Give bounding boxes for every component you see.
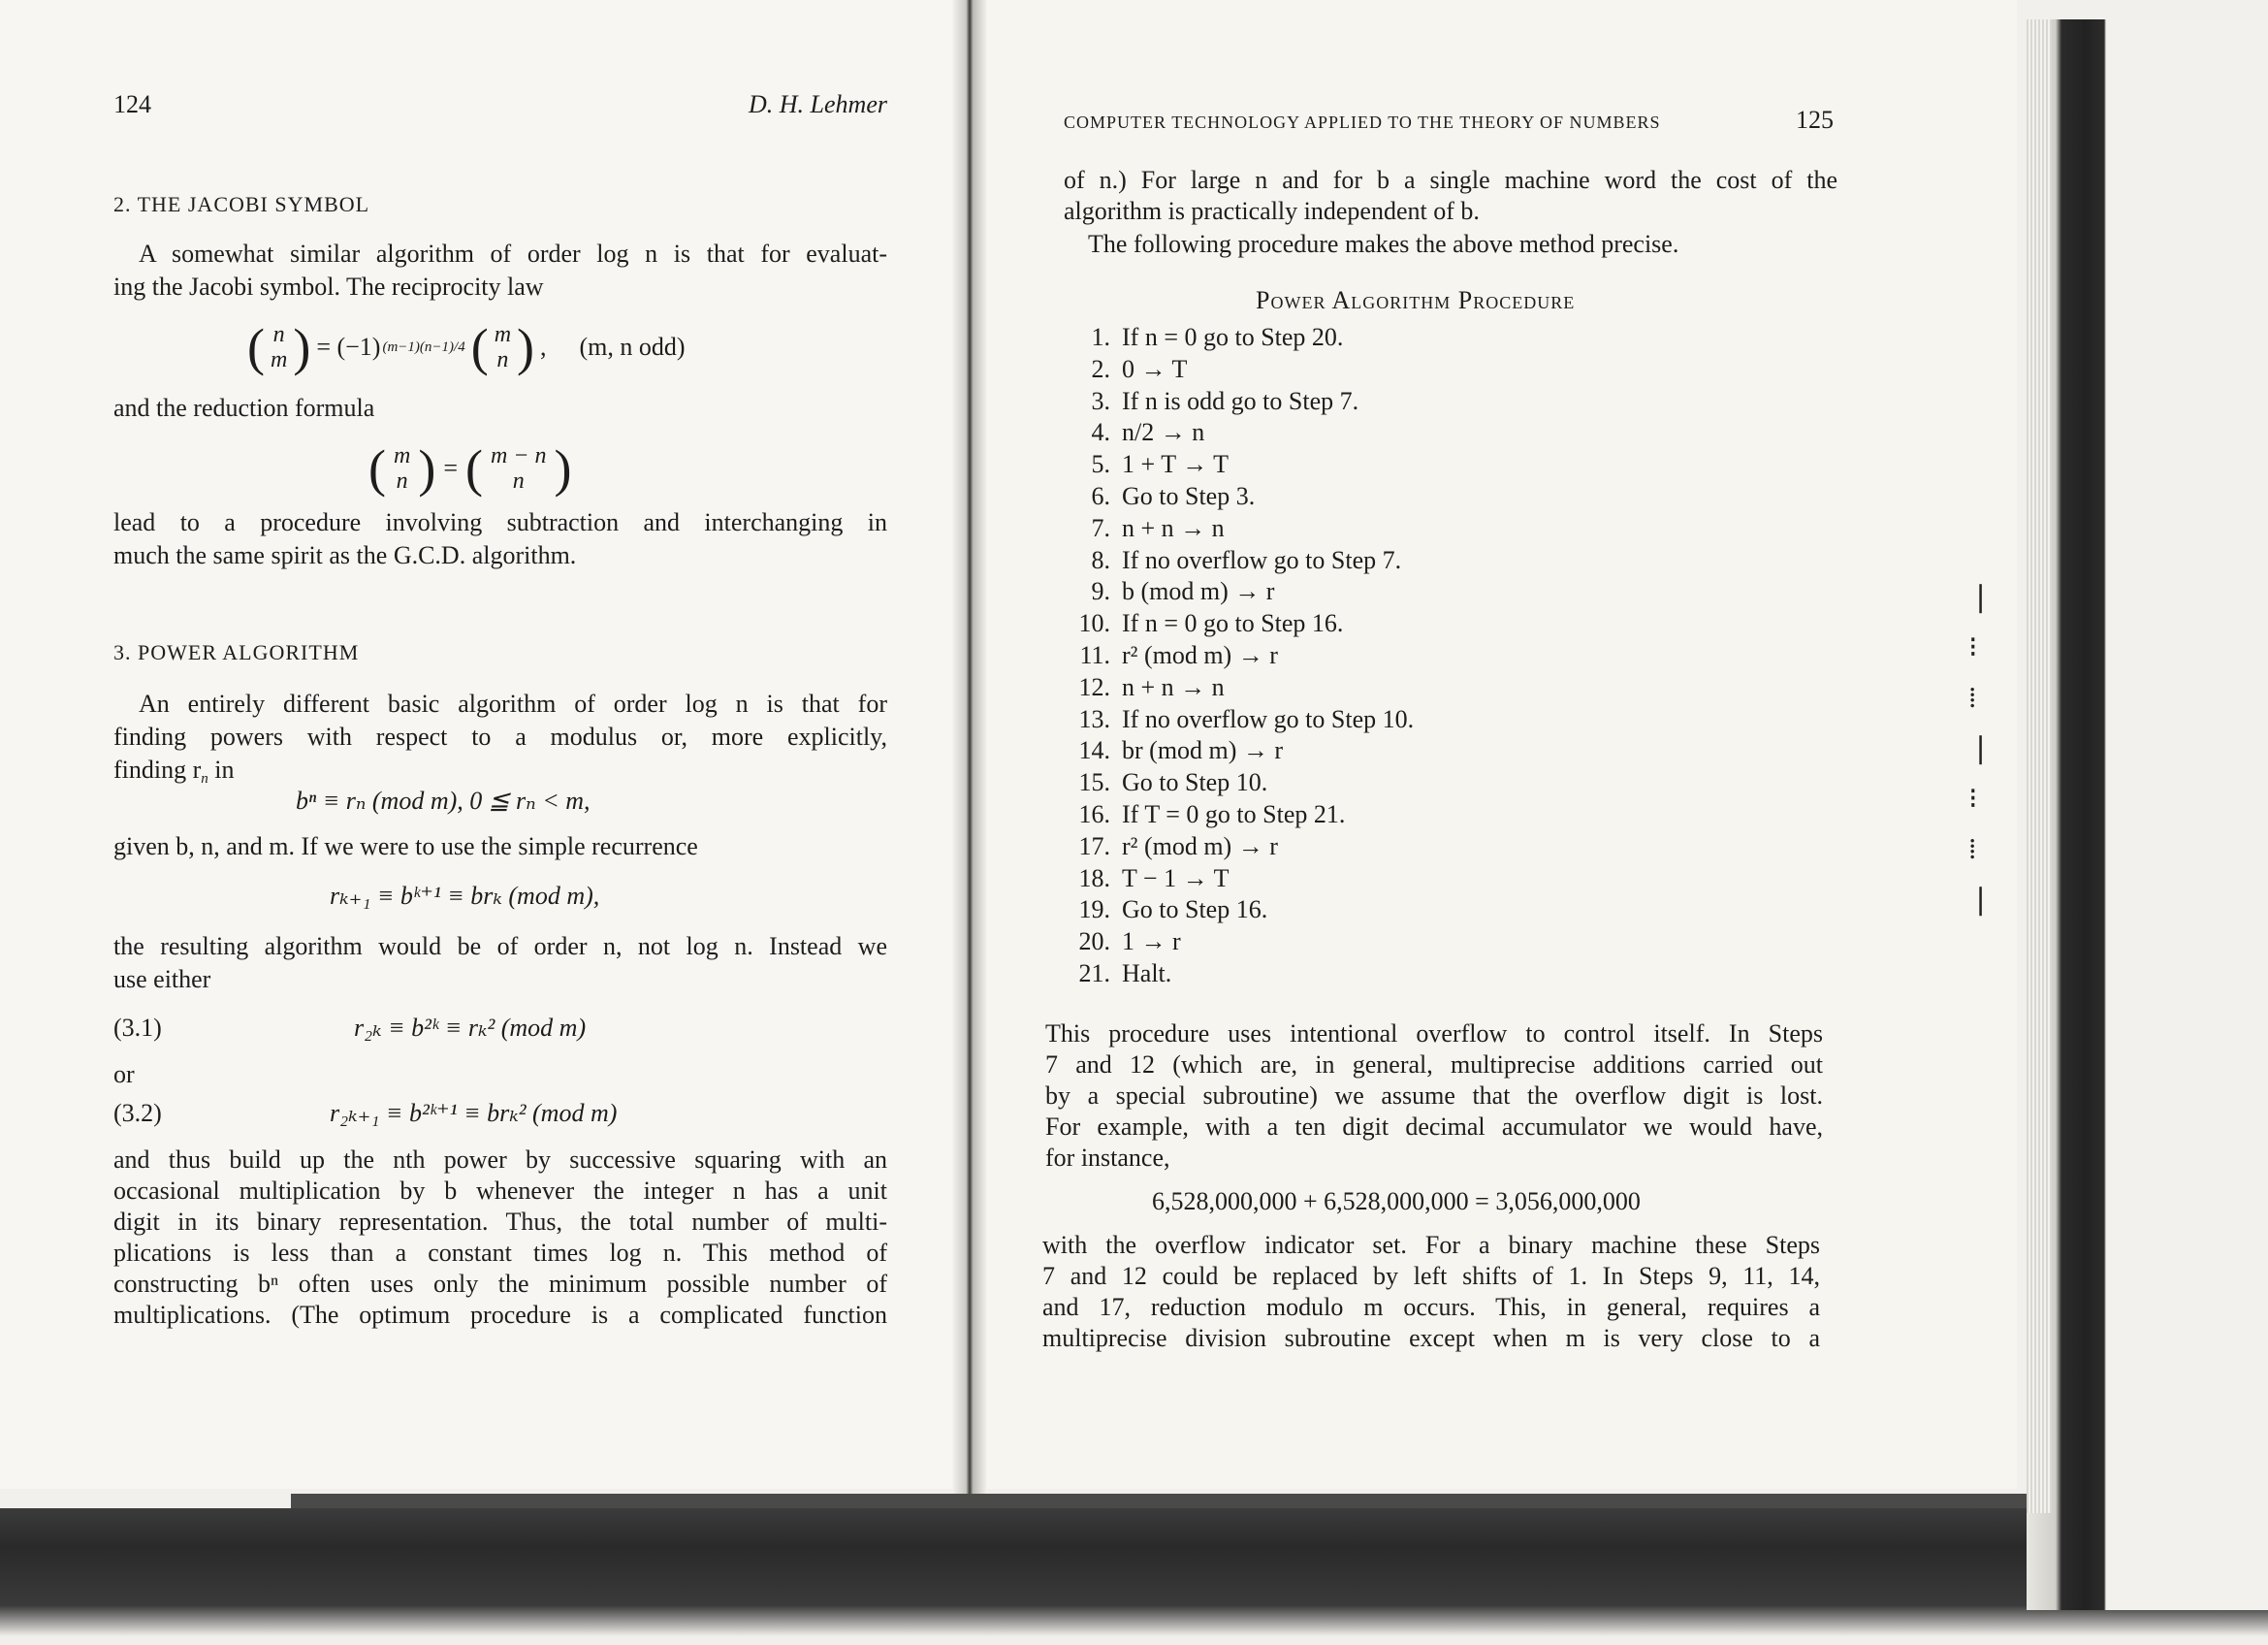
reciprocity-sign: = (−1) [316, 333, 381, 361]
procedure-explanation-line: by a special subroutine) we assume that the overflow digit is lost. [1045, 1081, 1823, 1110]
procedure-step [1042, 735, 1721, 767]
procedure-step [1042, 767, 1721, 799]
procedure-step-number: 19. [1078, 895, 1110, 924]
procedure-step [1042, 926, 1721, 958]
procedure-step-number: 6. [1091, 481, 1110, 510]
procedure-step [1042, 513, 1721, 545]
procedure-step-text: Go to Step 3. [1122, 481, 1256, 510]
procedure-step-text: n + n → n [1122, 513, 1225, 542]
continuation-line: algorithm is practically independent of b. [1064, 197, 1480, 225]
procedure-step-text: If n is odd go to Step 7. [1122, 386, 1359, 415]
procedure-step-text: 1 → r [1122, 927, 1181, 956]
sec3-paragraph-line: use either [113, 965, 211, 993]
reciprocity-law-equation: ( n m ) = (−1) (m−1)(n−1)/4 ( m n ) , (m, n odd) [247, 318, 686, 376]
procedure-title: Power Algorithm Procedure [1256, 286, 1576, 314]
procedure-explanation-line: 7 and 12 (which are, in general, multiprecise additions carried out [1045, 1050, 1823, 1079]
sec3-paragraph-line: and thus build up the nth power by successive squaring with an [113, 1145, 887, 1174]
procedure-explanation-line: This procedure uses intentional overflow to control itself. In Steps [1045, 1019, 1823, 1048]
procedure-step-number: 17. [1078, 831, 1110, 860]
procedure-step-number: 3. [1091, 386, 1110, 415]
procedure-step-text: If n = 0 go to Step 20. [1122, 323, 1344, 351]
procedure-step-number: 15. [1078, 768, 1110, 797]
sec2-paragraph-line: much the same spirit as the G.C.D. algorithm. [113, 541, 577, 569]
continuation-line: of n.) For large n and for b a single machine word the cost of the [1064, 166, 1837, 194]
recurrence-equation: rₖ₊₁ ≡ bᵏ⁺¹ ≡ brₖ (mod m), [330, 882, 600, 910]
procedure-explanation-line: multiprecise division subroutine except when m is very close to a [1042, 1324, 1820, 1352]
procedure-explanation-line: For example, with a ten digit decimal accumulator we would have, [1045, 1113, 1823, 1141]
procedure-step-text: 1 + T → T [1122, 450, 1230, 479]
procedure-explanation-line: 7 and 12 could be replaced by left shifts of 1. In Steps 9, 11, 14, [1042, 1262, 1820, 1290]
sec3-paragraph-line: finding $r_n$ in [113, 756, 235, 787]
procedure-step-text: r² (mod m) → r [1122, 831, 1278, 860]
procedure-step [1042, 576, 1721, 608]
procedure-explanation-line: for instance, [1045, 1144, 1170, 1172]
procedure-step [1042, 704, 1721, 736]
book-gutter [952, 0, 987, 1513]
left-running-head: D. H. Lehmer [749, 90, 887, 118]
right-page-number: 125 [1796, 106, 1834, 134]
procedure-step [1042, 831, 1721, 863]
sec2-paragraph-line: and the reduction formula [113, 394, 375, 422]
fraction-m-over-n-2: m n [393, 443, 411, 494]
continuation-line: The following procedure makes the above method precise. [1088, 230, 1679, 258]
sec3-paragraph-line: occasional multiplication by b whenever the integer n has a unit [113, 1177, 887, 1205]
sec3-paragraph-line: plications is less than a constant times log n. This method of [113, 1239, 887, 1267]
procedure-step-number: 13. [1078, 704, 1110, 733]
procedure-step-text: T − 1 → T [1122, 863, 1230, 892]
page-stack-edges [2027, 19, 2052, 1513]
sec3-paragraph-line: digit in its binary representation. Thus, the total number of multi- [113, 1208, 887, 1236]
procedure-step-text: If T = 0 go to Step 21. [1122, 799, 1346, 828]
equation-3-1-label: (3.1) [113, 1014, 162, 1042]
right-running-head: COMPUTER TECHNOLOGY APPLIED TO THE THEORY OF NUMBERS [1064, 113, 1661, 132]
equation-3-2-label: (3.2) [113, 1099, 162, 1127]
procedure-step-number: 16. [1078, 799, 1110, 828]
procedure-step-number: 1. [1091, 323, 1110, 351]
equation-3-2: r₂ₖ₊₁ ≡ b²ᵏ⁺¹ ≡ brₖ² (mod m) [330, 1099, 618, 1127]
sec3-paragraph-line: finding powers with respect to a modulus or, more explicitly, [113, 723, 887, 751]
procedure-step-text: br (mod m) → r [1122, 736, 1284, 765]
procedure-step-number: 8. [1091, 545, 1110, 574]
sec2-paragraph-line: ing the Jacobi symbol. The reciprocity law [113, 273, 544, 301]
fraction-m-over-n: m n [494, 322, 512, 372]
procedure-step [1042, 386, 1721, 418]
procedure-step [1042, 863, 1721, 895]
procedure-step-number: 5. [1091, 450, 1110, 479]
procedure-step-text: 0 → T [1122, 354, 1188, 383]
procedure-step-number: 7. [1091, 513, 1110, 542]
sec3-paragraph-line: An entirely different basic algorithm of order log n is that for [139, 690, 887, 718]
procedure-step-number: 21. [1078, 958, 1110, 987]
reduction-formula-equation: ( m n ) = ( m − n n ) [368, 439, 572, 498]
procedure-step [1042, 640, 1721, 672]
section-2-heading: 2. THE JACOBI SYMBOL [113, 192, 370, 216]
power-congruence-equation: bⁿ ≡ rₙ (mod m), 0 ≦ rₙ < m, [296, 787, 591, 815]
or-text: or [113, 1060, 135, 1088]
procedure-explanation-line: and 17, reduction modulo m occurs. This, in general, requires a [1042, 1293, 1820, 1321]
left-page-number: 124 [113, 90, 151, 118]
procedure-step [1042, 322, 1721, 354]
sec3-paragraph-line: the resulting algorithm would be of order n, not log n. Instead we [113, 932, 887, 960]
book-cover-right [2027, 19, 2268, 1610]
procedure-step-text: Go to Step 10. [1122, 768, 1268, 797]
procedure-step-text: n/2 → n [1122, 418, 1205, 447]
reciprocity-condition: (m, n odd) [579, 333, 686, 361]
procedure-step [1042, 354, 1721, 386]
procedure-step-number: 12. [1078, 672, 1110, 701]
book-cover-bottom [0, 1508, 2268, 1645]
sec3-paragraph-line: given b, n, and m. If we were to use the simple recurrence [113, 832, 698, 860]
procedure-step [1042, 481, 1721, 513]
procedure-step-number: 10. [1078, 609, 1110, 638]
procedure-step [1042, 608, 1721, 640]
procedure-step [1042, 672, 1721, 704]
sec3-paragraph-line: constructing bⁿ often uses only the minimum possible number of [113, 1270, 887, 1298]
procedure-step-text: If no overflow go to Step 7. [1122, 545, 1402, 574]
sec3-paragraph-line: multiplications. (The optimum procedure is a complicated function [113, 1301, 887, 1329]
overflow-example-equation: 6,528,000,000 + 6,528,000,000 = 3,056,000,000 [1152, 1187, 1641, 1215]
procedure-step [1042, 958, 1721, 990]
procedure-step-number: 9. [1091, 577, 1110, 606]
procedure-step [1042, 799, 1721, 831]
fraction-n-over-m: n m [270, 322, 288, 372]
sec2-paragraph-line: lead to a procedure involving subtraction and interchanging in [113, 508, 887, 536]
procedure-step [1042, 417, 1721, 449]
procedure-step-text: b (mod m) → r [1122, 577, 1275, 606]
procedure-step [1042, 894, 1721, 926]
procedure-step-number: 4. [1091, 418, 1110, 447]
procedure-explanation-line: with the overflow indicator set. For a binary machine these Steps [1042, 1231, 1820, 1259]
procedure-steps-list [1042, 322, 1721, 990]
procedure-step [1042, 545, 1721, 577]
fraction-m-minus-n-over-n: m − n n [490, 443, 547, 494]
section-3-heading: 3. POWER ALGORITHM [113, 640, 360, 664]
procedure-step-number: 2. [1091, 354, 1110, 383]
equation-3-1: r₂ₖ ≡ b²ᵏ ≡ rₖ² (mod m) [354, 1014, 587, 1042]
procedure-step-number: 20. [1078, 927, 1110, 956]
procedure-step-text: If no overflow go to Step 10. [1122, 704, 1415, 733]
procedure-step [1042, 449, 1721, 481]
procedure-step-text: Go to Step 16. [1122, 895, 1268, 924]
procedure-step-number: 18. [1078, 863, 1110, 892]
procedure-step-text: If n = 0 go to Step 16. [1122, 609, 1344, 638]
procedure-step-number: 11. [1079, 640, 1110, 669]
procedure-step-text: Halt. [1122, 958, 1172, 987]
sec2-paragraph-line: A somewhat similar algorithm of order log n is that for evaluat- [139, 240, 887, 268]
procedure-step-text: n + n → n [1122, 672, 1225, 701]
procedure-step-text: r² (mod m) → r [1122, 640, 1278, 669]
margin-ink-marks: ❘ ⁝ ⁞ ❘ ⁝ ⁞ ❘ [1968, 581, 1994, 916]
procedure-step-number: 14. [1078, 736, 1110, 765]
